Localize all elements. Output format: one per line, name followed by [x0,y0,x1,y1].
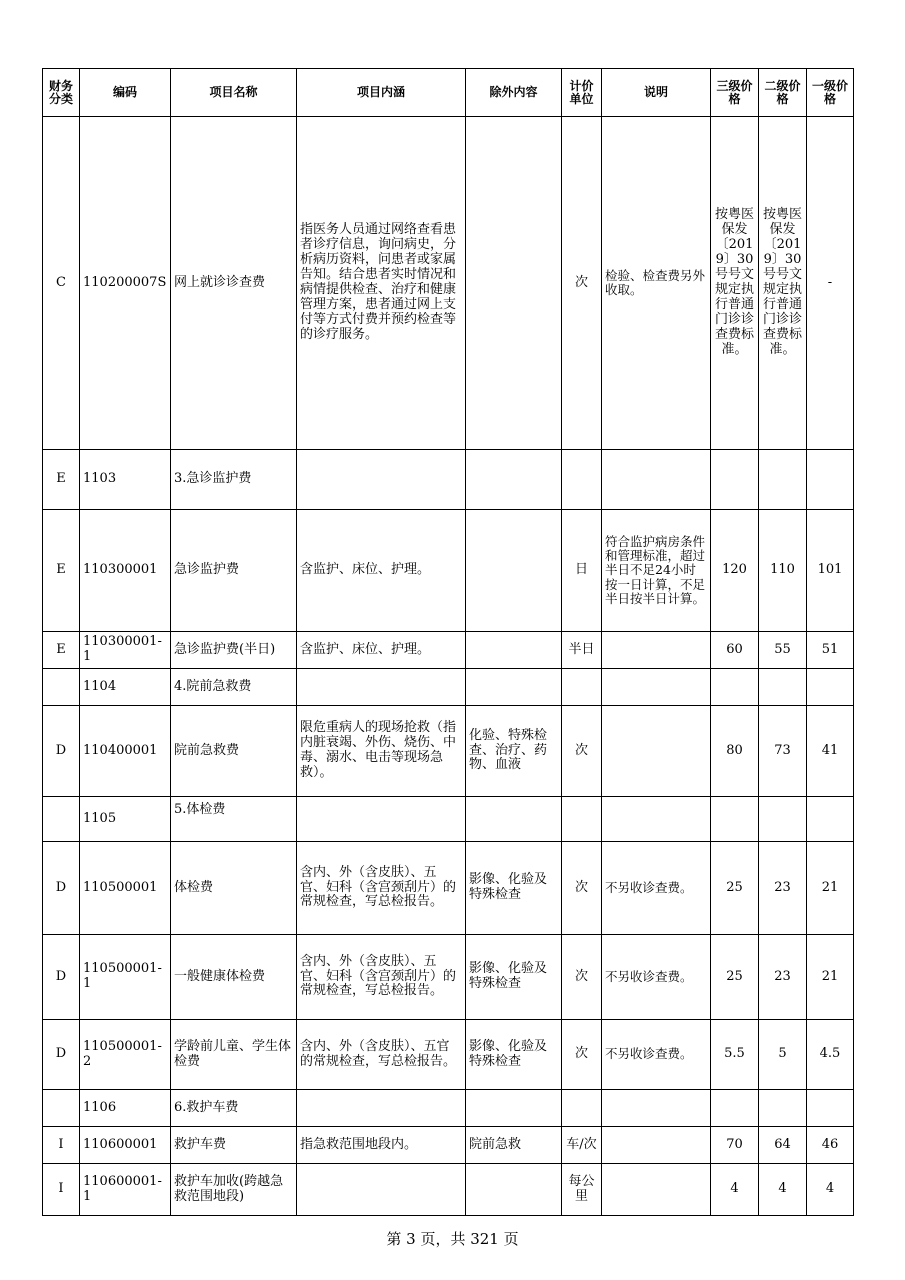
row-code: 1104 [80,669,171,706]
row-category: D [43,935,80,1020]
header-unit: 计价单位 [562,69,602,117]
table-row [43,117,854,450]
row-price-level2: 23 [759,935,807,1020]
row-price-level3: 4 [711,1164,759,1216]
row-price-level3: 25 [711,842,759,935]
table-row [43,842,854,935]
row-price-level1: 46 [807,1127,854,1164]
row-item-content: 含监护、床位、护理。 [297,632,466,669]
row-item-content [297,669,466,706]
row-category: I [43,1164,80,1216]
row-unit: 每公里 [562,1164,602,1216]
row-unit: 次 [562,706,602,797]
table-row [43,632,854,669]
row-unit: 车/次 [562,1127,602,1164]
row-exclusions [466,510,562,632]
row-item-name: 4.院前急救费 [171,669,297,706]
row-notes: 不另收诊查费。 [602,842,711,935]
row-unit: 日 [562,510,602,632]
row-exclusions [466,1164,562,1216]
header-code: 编码 [80,69,171,117]
row-exclusions [466,1090,562,1127]
row-notes [602,1090,711,1127]
table-row [43,669,854,706]
row-exclusions [466,632,562,669]
row-item-name: 救护车费 [171,1127,297,1164]
header-item-content: 项目内涵 [297,69,466,117]
row-code: 110600001 [80,1127,171,1164]
header-price-level3: 三级价格 [711,69,759,117]
row-price-level3: 25 [711,935,759,1020]
table-row [43,935,854,1020]
row-price-level1: 51 [807,632,854,669]
header-exclusions: 除外内容 [466,69,562,117]
row-exclusions: 化验、特殊检查、治疗、药物、血液 [466,706,562,797]
row-notes [602,797,711,842]
row-unit: 次 [562,842,602,935]
row-category: E [43,450,80,510]
row-exclusions [466,797,562,842]
row-notes [602,632,711,669]
row-price-level2: 4 [759,1164,807,1216]
price-table [42,68,854,1216]
row-price-level1: 101 [807,510,854,632]
row-code: 1103 [80,450,171,510]
header-item-name: 项目名称 [171,69,297,117]
row-notes [602,669,711,706]
row-item-name: 救护车加收(跨越急救范围地段) [171,1164,297,1216]
row-item-content: 含内、外（含皮肤）、五官的常规检查，写总检报告。 [297,1020,466,1090]
row-item-name: 院前急救费 [171,706,297,797]
row-price-level3 [711,450,759,510]
row-price-level2 [759,450,807,510]
row-notes [602,450,711,510]
row-price-level3: 60 [711,632,759,669]
row-price-level3: 80 [711,706,759,797]
header-price-level2: 二级价格 [759,69,807,117]
row-notes [602,1127,711,1164]
row-price-level3: 70 [711,1127,759,1164]
table-row [43,797,854,842]
row-category: C [43,117,80,450]
row-notes [602,1164,711,1216]
row-category: E [43,510,80,632]
table-row [43,1020,854,1090]
row-price-level2: 55 [759,632,807,669]
row-unit: 次 [562,935,602,1020]
row-code: 1106 [80,1090,171,1127]
row-unit: 半日 [562,632,602,669]
row-price-level3: 按粤医保发〔2019〕30号号文规定执行普通门诊诊查费标准。 [711,117,759,450]
row-item-name: 急诊监护费 [171,510,297,632]
row-price-level2: 64 [759,1127,807,1164]
row-price-level2 [759,669,807,706]
row-item-name: 3.急诊监护费 [171,450,297,510]
row-item-content: 限危重病人的现场抢救（指内脏衰竭、外伤、烧伤、中毒、溺水、电击等现场急救）。 [297,706,466,797]
row-item-content [297,1164,466,1216]
row-code: 110500001-2 [80,1020,171,1090]
table-row [43,450,854,510]
row-category [43,797,80,842]
row-notes: 符合监护病房条件和管理标准，超过半日不足24小时按一日计算，不足半日按半日计算。 [602,510,711,632]
header-category: 财务分类 [43,69,80,117]
row-category [43,1090,80,1127]
row-notes: 不另收诊查费。 [602,1020,711,1090]
row-price-level1 [807,797,854,842]
row-code: 110400001 [80,706,171,797]
header-notes: 说明 [602,69,711,117]
row-price-level3 [711,1090,759,1127]
row-item-name: 6.救护车费 [171,1090,297,1127]
row-price-level1: 21 [807,935,854,1020]
row-category: D [43,706,80,797]
row-exclusions: 影像、化验及特殊检查 [466,935,562,1020]
row-item-content [297,1090,466,1127]
row-notes: 检验、检查费另外收取。 [602,117,711,450]
row-unit [562,669,602,706]
row-item-name: 学龄前儿童、学生体检费 [171,1020,297,1090]
row-item-content [297,450,466,510]
table-row [43,1127,854,1164]
header-row [43,69,854,117]
row-price-level2: 按粤医保发〔2019〕30号号文规定执行普通门诊诊查费标准。 [759,117,807,450]
row-category: I [43,1127,80,1164]
row-item-content: 指急救范围地段内。 [297,1127,466,1164]
row-code: 110300001-1 [80,632,171,669]
table-row [43,510,854,632]
row-price-level1: 41 [807,706,854,797]
row-price-level1: - [807,117,854,450]
row-price-level3: 5.5 [711,1020,759,1090]
row-item-content: 指医务人员通过网络查看患者诊疗信息，询问病史，分析病历资料，问患者或家属告知。结合患者实时情况和病情提供检查、治疗和健康管理方案，患者通过网上支付等方式付费并预约检查等的诊疗服务。 [297,117,466,450]
row-item-name: 体检费 [171,842,297,935]
row-price-level2 [759,1090,807,1127]
row-item-name: 一般健康体检费 [171,935,297,1020]
row-code: 110600001-1 [80,1164,171,1216]
row-code: 110500001-1 [80,935,171,1020]
row-item-content: 含监护、床位、护理。 [297,510,466,632]
row-price-level1 [807,1090,854,1127]
table-row [43,706,854,797]
row-notes [602,706,711,797]
row-price-level1: 4 [807,1164,854,1216]
row-price-level1: 21 [807,842,854,935]
row-notes: 不另收诊查费。 [602,935,711,1020]
row-item-content: 含内、外（含皮肤）、五官、妇科（含宫颈刮片）的常规检查，写总检报告。 [297,842,466,935]
row-exclusions [466,117,562,450]
row-unit [562,1090,602,1127]
row-price-level3: 120 [711,510,759,632]
row-code: 1105 [80,797,171,842]
row-exclusions: 影像、化验及特殊检查 [466,1020,562,1090]
row-price-level3 [711,797,759,842]
row-code: 110200007S [80,117,171,450]
row-category: E [43,632,80,669]
row-unit [562,797,602,842]
row-item-name: 网上就诊诊查费 [171,117,297,450]
header-price-level1: 一级价格 [807,69,854,117]
row-exclusions [466,450,562,510]
row-category [43,669,80,706]
row-item-name: 急诊监护费(半日) [171,632,297,669]
row-code: 110300001 [80,510,171,632]
row-exclusions: 影像、化验及特殊检查 [466,842,562,935]
row-price-level3 [711,669,759,706]
table-row [43,1090,854,1127]
row-item-content [297,797,466,842]
row-price-level1: 4.5 [807,1020,854,1090]
row-unit: 次 [562,117,602,450]
row-category: D [43,1020,80,1090]
row-exclusions: 院前急救 [466,1127,562,1164]
row-price-level1 [807,669,854,706]
row-unit: 次 [562,1020,602,1090]
row-exclusions [466,669,562,706]
row-code: 110500001 [80,842,171,935]
page-footer: 第 3 页，共 321 页 [386,1230,519,1248]
row-price-level2: 110 [759,510,807,632]
table-row [43,1164,854,1216]
row-item-content: 含内、外（含皮肤）、五官、妇科（含宫颈刮片）的常规检查，写总检报告。 [297,935,466,1020]
row-price-level2: 23 [759,842,807,935]
row-unit [562,450,602,510]
row-price-level2: 5 [759,1020,807,1090]
row-price-level2 [759,797,807,842]
row-item-name: 5.体检费 [171,797,297,842]
row-category: D [43,842,80,935]
row-price-level2: 73 [759,706,807,797]
row-price-level1 [807,450,854,510]
